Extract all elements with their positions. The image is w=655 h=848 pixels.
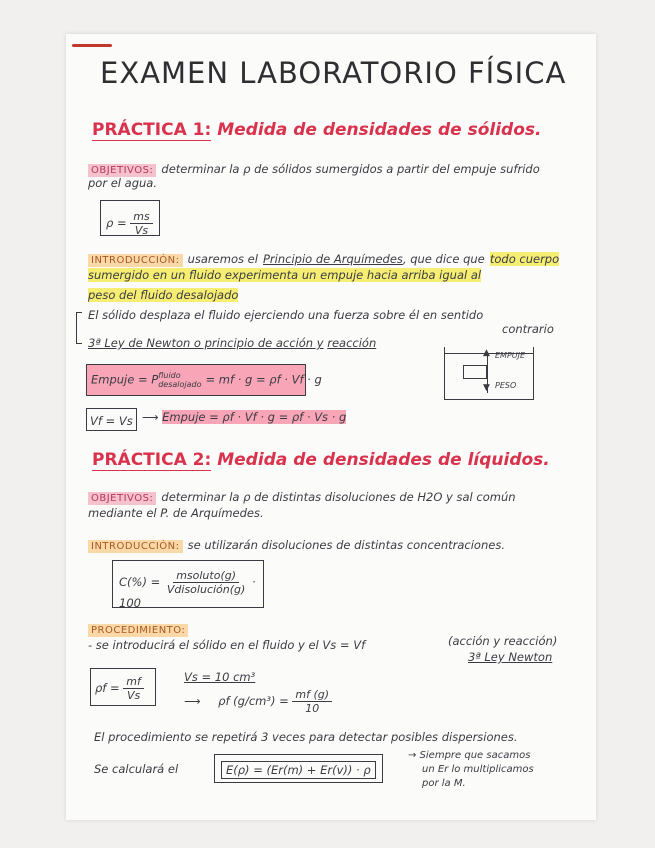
rho-fluid-formula [95,675,144,702]
right-arrow-icon-2: ⟶ [184,694,201,708]
intro2-text: se utilizarán disoluciones de distintas concentraciones. [187,538,505,552]
down-arrow-icon: ▼ [483,383,490,393]
procedimiento-text: - se introducirá el sólido en el fluido y el Vs = Vf [88,638,366,652]
concentration-formula-box [112,560,264,608]
bracket [76,312,82,344]
practica1-heading [92,120,541,140]
bullet-2-text: 3ª Ley de Newton o principio de acción y [88,336,324,350]
up-arrow-icon: ▲ [483,348,490,358]
conc-fraction [164,569,248,596]
procedimiento-tag: PROCEDIMIENTO: [88,624,188,637]
conc-lhs: C(%) = [119,575,161,589]
formula-fraction [130,210,152,237]
conc-num: msoluto(g) [173,569,239,583]
note-line-3: por la M. [422,778,466,789]
note-line-2: un Er lo multiplicamos [422,764,534,775]
empuje-sub1: fluido [158,371,181,380]
bullet-2-reaccion: reacción [327,336,377,350]
rho-units-fraction [292,688,332,715]
practica2-heading [92,450,550,470]
procedimiento-paren: (acción y reacción) [448,634,558,648]
empuje-rhs: = mf · g = ρf · Vf · g [205,372,322,387]
rho-units-den: 10 [305,702,320,715]
practica2-objetivos [88,486,516,505]
intro-tag: INTRODUCCIÓN: [88,254,183,267]
conc-den: Vdisolución(g) [166,583,246,596]
practica1-intro-line1 [88,248,559,267]
formula-num: ms [130,210,152,224]
intro-text-a: usaremos el [187,252,258,266]
concentration-formula [119,569,263,610]
objetivos-tag: OBJETIVOS: [88,164,156,177]
objetivos2-tag: OBJETIVOS: [88,492,156,505]
conc-rhs: · 100 [119,575,256,610]
density-formula-box [100,200,160,236]
formula-den: Vs [134,224,149,237]
repeat-text: El procedimiento se repetirá 3 veces para detectar posibles dispersiones. [94,730,518,744]
intro-highlight-start: todo cuerpo [489,252,560,266]
vf-empuje-text: Empuje = ρf · Vf · g = ρf · Vs · g [162,410,347,424]
peso-label: PESO [495,381,517,390]
objetivos-text: determinar la ρ de sólidos sumergidos a partir del empuje sufrido [161,162,540,176]
practica1-intro-line2 [88,268,481,282]
practica1-subtitle: Medida de densidades de sólidos. [217,120,542,140]
objetivos-text-cont: por el agua. [88,176,157,190]
vf-empuje-line [142,410,346,424]
empuje-lhs: Empuje = P [91,372,159,387]
procedimiento-newton: 3ª Ley Newton [468,650,553,664]
objetivos2-text-cont: mediante el P. de Arquímedes. [88,506,264,520]
rho-den: Vs [126,689,141,702]
rho-units-line [184,688,332,715]
rho-lhs: ρf = [95,681,120,695]
intro-text-c: , que dice que [402,252,485,266]
bullet-1-cont: contrario [502,322,554,336]
bullet-1: El sólido desplaza el fluido ejerciendo una fuerza sobre él en sentido [88,308,484,322]
practica2-subtitle: Medida de densidades de líquidos. [217,450,550,470]
calc-text: Se calculará el [94,762,179,776]
vf-box [86,408,137,431]
empuje-label: EMPUJE [495,351,526,360]
practica1-label: PRÁCTICA 1: [92,120,212,140]
empuje-sub2: desalojado [158,380,202,389]
vf-box-text: Vf = Vs [90,414,133,428]
vs-note: Vs = 10 cm³ [184,670,256,684]
intro2-tag: INTRODUCCIÓN: [88,540,183,553]
notebook-page [66,34,596,820]
empuje-formula-box [86,364,322,396]
objetivos2-text: determinar la ρ de distintas disoluciones de H2O y sal común [161,490,516,504]
error-formula-box [214,754,383,783]
practica1-intro-line3 [88,288,238,302]
fluid-container-diagram [444,347,534,400]
note-line-1: → Siempre que sacamos [408,750,531,761]
practica2-label: PRÁCTICA 2: [92,450,212,470]
intro-principle: Principio de Arquímedes [263,252,403,266]
error-formula: E(ρ) = (Er(m) + Er(v)) · ρ [221,761,376,779]
rho-fraction [123,675,144,702]
rho-units-num: mf (g) [292,688,332,702]
practica1-objetivos [88,158,540,177]
intro-highlight-mid: sumergido en un fluido experimenta un empuje hacia arriba igual al [88,268,482,282]
empuje-formula [91,371,322,389]
page-title: EXAMEN LABORATORIO FÍSICA [100,56,567,90]
corner-mark [72,44,112,47]
rho-fluid-formula-box [90,668,156,706]
procedimiento-tag-wrap [88,618,188,637]
bullet-2 [88,336,376,350]
submerged-block [463,365,487,379]
right-arrow-icon: ⟶ [142,410,159,424]
intro-highlight-end: peso del fluido desalojado [88,288,239,302]
rho-units-lhs: ρf (g/cm³) = [218,694,289,708]
practica2-intro [88,534,505,553]
formula-lhs: ρ = [106,216,127,230]
rho-num: mf [123,675,144,689]
